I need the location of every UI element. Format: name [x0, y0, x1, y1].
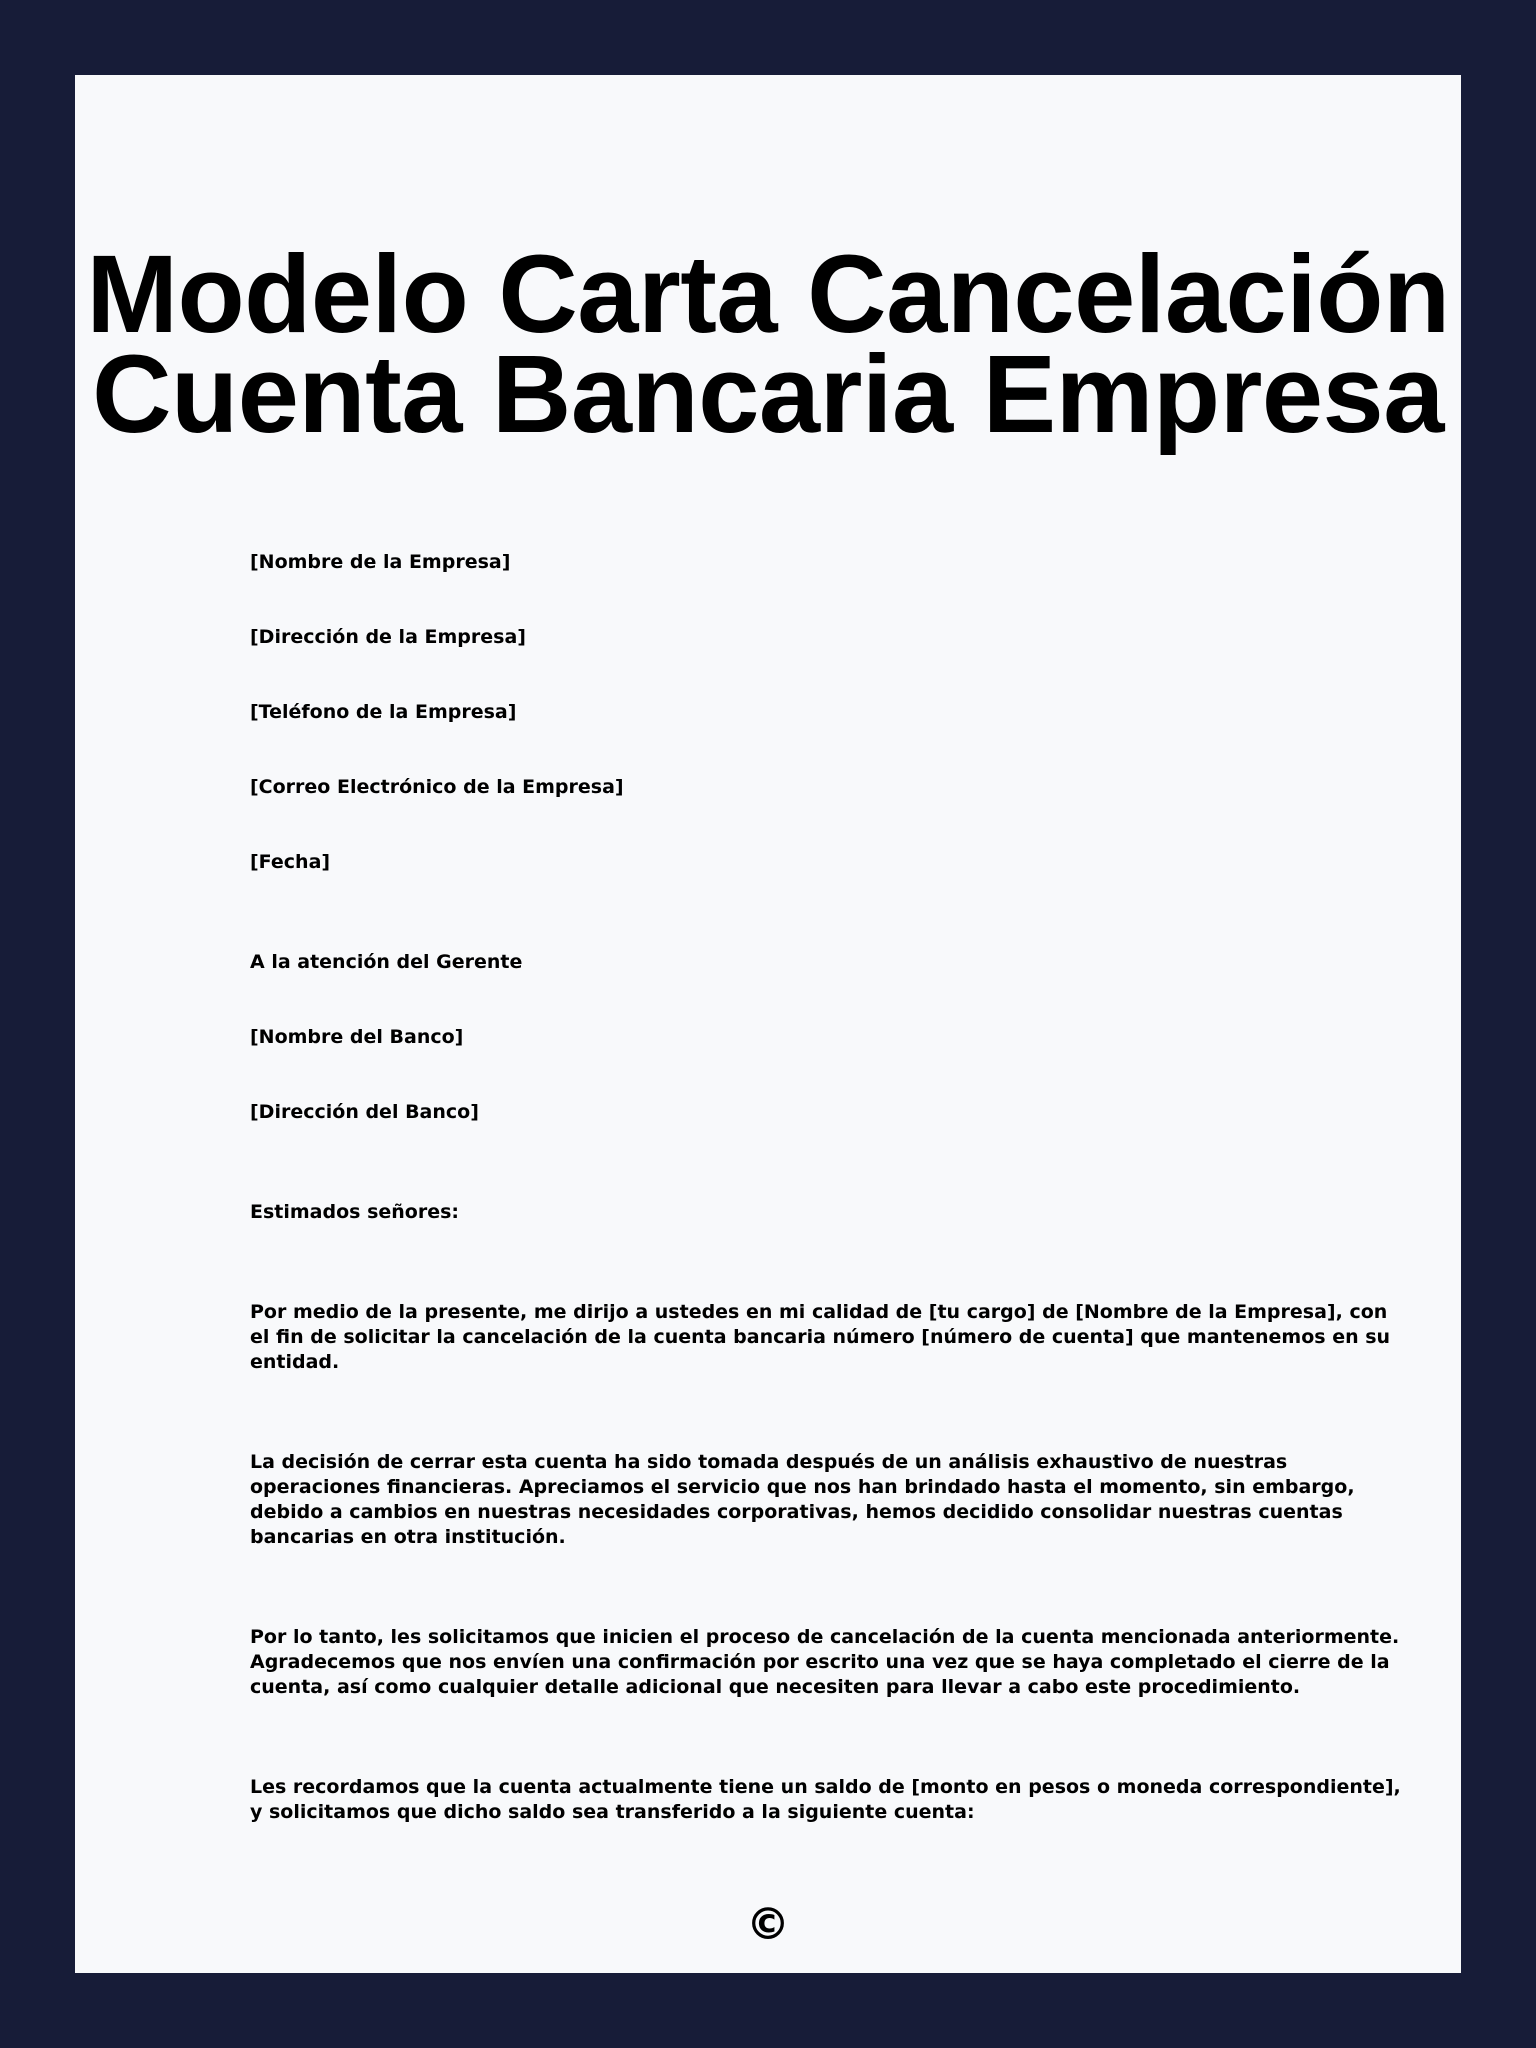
sender-company-name: [Nombre de la Empresa]: [250, 551, 511, 573]
paragraph-line: Por medio de la presente, me dirijo a ustedes en mi calidad de [tu cargo] de [Nombre de la Empresa], con: [250, 1301, 1388, 1323]
paragraph-line: debido a cambios en nuestras necesidades corporativas, hemos decidido consolidar nuestras cuentas: [250, 1501, 1343, 1523]
paragraph-line: el fin de solicitar la cancelación de la cuenta bancaria número [número de cuenta] que mantenemos en su: [250, 1326, 1391, 1348]
body-paragraph-3: [250, 1625, 1400, 1700]
sender-company-address: [Dirección de la Empresa]: [250, 626, 526, 648]
sender-company-phone: [Teléfono de la Empresa]: [250, 701, 517, 723]
paragraph-line: entidad.: [250, 1351, 340, 1373]
recipient-attention: A la atención del Gerente: [250, 951, 523, 973]
body-paragraph-2: [250, 1450, 1355, 1550]
sender-company-email: [Correo Electrónico de la Empresa]: [250, 776, 624, 798]
document-title: [75, 233, 1461, 456]
paragraph-line: cuenta, así como cualquier detalle adicional que necesiten para llevar a cabo este procedimiento.: [250, 1676, 1301, 1698]
document-title-line-1: Modelo Carta Cancelación: [86, 233, 1450, 356]
paragraph-line: Agradecemos que nos envíen una confirmación por escrito una vez que se haya completado el cierre de la: [250, 1651, 1390, 1673]
paragraph-line: bancarias en otra institución.: [250, 1526, 566, 1548]
paragraph-line: Por lo tanto, les solicitamos que inicien el proceso de cancelación de la cuenta mencionada anteriormente.: [250, 1626, 1400, 1648]
body-paragraph-1: [250, 1300, 1391, 1375]
paragraph-line: Les recordamos que la cuenta actualmente tiene un saldo de [monto en pesos o moneda correspondiente],: [250, 1776, 1401, 1798]
body-paragraph-4: [250, 1775, 1401, 1825]
letter-greeting: Estimados señores:: [250, 1201, 460, 1223]
recipient-bank-address: [Dirección del Banco]: [250, 1101, 479, 1123]
letter-date: [Fecha]: [250, 851, 331, 873]
paragraph-line: La decisión de cerrar esta cuenta ha sido tomada después de un análisis exhaustivo de nuestras: [250, 1451, 1288, 1473]
recipient-bank-name: [Nombre del Banco]: [250, 1026, 464, 1048]
copyright-icon: ©: [746, 1899, 790, 1950]
paragraph-line: y solicitamos que dicho saldo sea transferido a la siguiente cuenta:: [250, 1801, 975, 1823]
paragraph-line: operaciones financieras. Apreciamos el servicio que nos han brindado hasta el momento, sin embargo,: [250, 1476, 1355, 1498]
document-title-line-2: Cuenta Bancaria Empresa: [92, 333, 1444, 456]
document-page: [75, 75, 1461, 1973]
